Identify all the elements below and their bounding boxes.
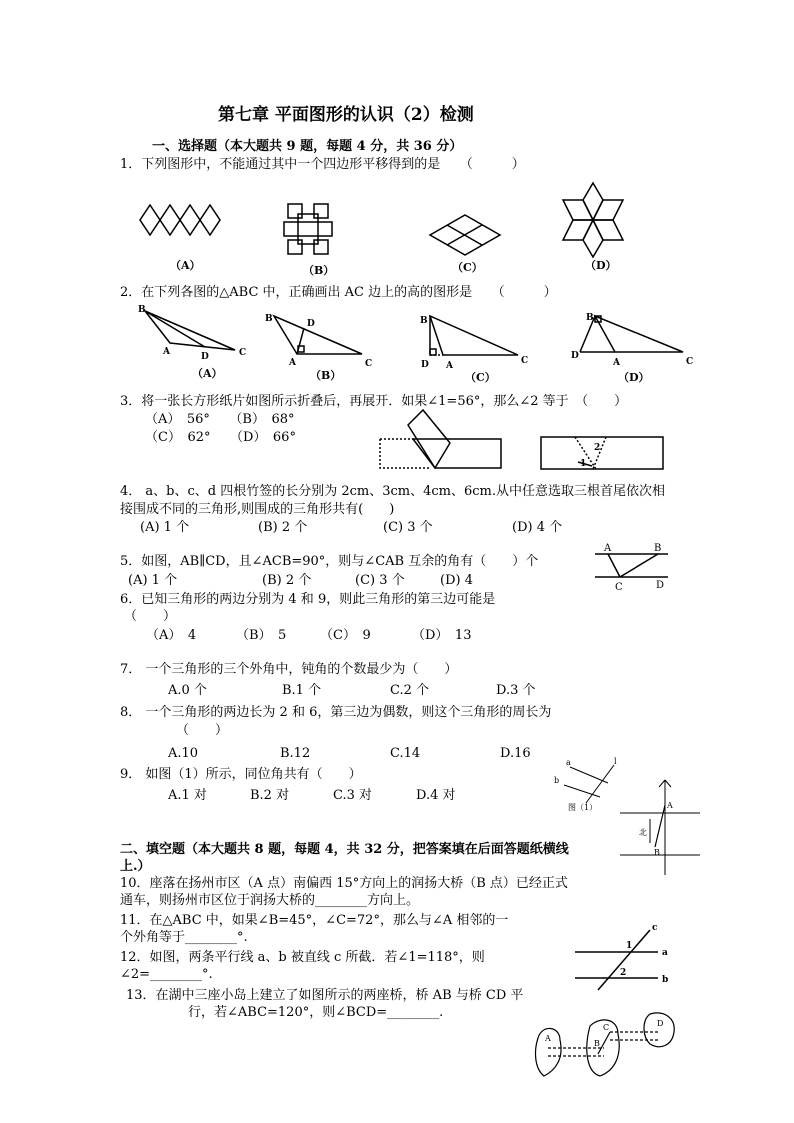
q1-label-b: （B）: [303, 264, 335, 277]
question-10-line-2: 通车，则扬州市区位于润扬大桥的________方向上。: [120, 893, 420, 908]
q6-option-d: （D） 13: [412, 628, 472, 643]
question-4-line-2: 接围成不同的三角形,则围成的三角形共有( ): [120, 502, 395, 517]
q3-unfolded-figure: [538, 434, 668, 474]
q5-option-d: (D) 4: [440, 573, 473, 588]
svg-text:b: b: [554, 776, 560, 785]
question-5: 5．如图，AB∥CD，且∠ACB=90°，则与∠CAB 互余的角有（ ）个: [120, 554, 539, 569]
svg-text:D: D: [571, 351, 579, 361]
svg-text:1: 1: [626, 941, 633, 951]
svg-text:A: A: [545, 1034, 551, 1043]
q8-option-d: D.16: [500, 746, 531, 761]
svg-text:B: B: [586, 313, 594, 323]
svg-text:A: A: [604, 543, 612, 554]
svg-text:A: A: [667, 801, 673, 810]
q5-option-c: (C) 3 个: [355, 573, 405, 588]
svg-text:A: A: [289, 358, 296, 368]
svg-text:A: A: [613, 358, 620, 368]
q9-option-c: C.3 对: [333, 788, 373, 803]
q2-label-c: （C）: [465, 371, 496, 384]
svg-text:图（1）: 图（1）: [568, 803, 598, 812]
q13-figure: [530, 1010, 690, 1090]
svg-text:C: C: [365, 359, 373, 369]
svg-text:A: A: [163, 347, 170, 357]
q5-option-a: (A) 1 个: [128, 573, 178, 588]
q8-option-a: A.10: [168, 746, 199, 761]
svg-text:C: C: [603, 1023, 610, 1032]
svg-text:c: c: [652, 923, 658, 933]
svg-text:D: D: [201, 352, 209, 362]
svg-text:a: a: [566, 758, 571, 767]
question-2: 2．在下列各图的△ABC 中，正确画出 AC 边上的高的图形是 （ ）: [120, 285, 557, 300]
svg-text:B: B: [654, 848, 660, 857]
svg-text:C: C: [686, 357, 694, 367]
q7-option-d: D.3 个: [496, 683, 536, 698]
svg-text:C: C: [521, 356, 529, 366]
question-10-line-1: 10．座落在扬州市区（A 点）南偏西 15°方向上的润扬大桥（B 点）已经正式: [120, 876, 568, 891]
q2-label-d: （D）: [618, 371, 650, 384]
q1-label-d: （D）: [585, 259, 617, 272]
svg-text:B: B: [138, 305, 146, 315]
svg-text:D: D: [656, 580, 665, 591]
question-11-line-1: 11．在△ABC 中，如果∠B=45°，∠C=72°，那么与∠A 相邻的一: [120, 913, 509, 928]
page-title: 第七章 平面图形的认识（2）检测: [218, 105, 474, 125]
section-1-heading: 一、选择题（本大题共 9 题，每题 4 分，共 36 分）: [152, 139, 463, 154]
q1-figure-a: [135, 195, 235, 255]
q1-label-c: （C）: [452, 261, 483, 274]
question-6-line-1: 6．已知三角形的两边分别为 4 和 9，则此三角形的第三边可能是: [120, 592, 496, 607]
svg-text:C: C: [615, 582, 623, 592]
svg-text:D: D: [421, 360, 429, 370]
q2-figure-c: [418, 311, 533, 373]
q7-option-a: A.0 个: [168, 683, 207, 698]
q4-option-a: (A) 1 个: [140, 520, 190, 535]
q9-option-d: D.4 对: [416, 788, 456, 803]
q3-options-row-1: （A） 56° （B） 68°: [145, 412, 295, 427]
q1-figure-d: [558, 180, 628, 260]
q1-label-a: （A）: [170, 259, 201, 272]
q1-figure-c: [425, 210, 505, 260]
q4-option-c: (C) 3 个: [383, 520, 433, 535]
svg-text:a: a: [662, 948, 668, 958]
svg-text:b: b: [662, 975, 669, 985]
q7-option-b: B.1 个: [282, 683, 322, 698]
q9-figure: [550, 755, 625, 815]
q7-option-c: C.2 个: [390, 683, 430, 698]
q2-label-a: （A）: [192, 367, 223, 380]
svg-text:1: 1: [580, 459, 587, 469]
q9-option-b: B.2 对: [250, 788, 290, 803]
question-12-line-1: 12．如图，两条平行线 a、b 被直线 c 所截．若∠1=118°，则: [120, 950, 485, 965]
question-3: 3．将一张长方形纸片如图所示折叠后，再展开．如果∠1=56°，那么∠2 等于 （ ）: [120, 394, 628, 409]
q1-figure-b: [280, 200, 340, 260]
q12-figure: [570, 922, 675, 992]
q6-option-b: （B） 5: [236, 628, 287, 643]
question-1: 1．下列图形中，不能通过其中一个四边形平移得到的是 （ ）: [120, 157, 525, 172]
q2-figure-b: [262, 311, 377, 371]
svg-text:A: A: [446, 361, 453, 371]
question-4-line-1: 4． a、b、c、d 四根竹签的长分别为 2cm、3cm、4cm、6cm.从中任意选取三根首尾依次相: [120, 484, 665, 499]
q5-option-b: (B) 2 个: [262, 573, 312, 588]
question-13-line-1: 13．在湖中三座小岛上建立了如图所示的两座桥，桥 AB 与桥 CD 平: [126, 988, 524, 1003]
q2-figure-a: [135, 303, 255, 365]
q5-figure: [592, 540, 672, 592]
q4-option-b: (B) 2 个: [258, 520, 308, 535]
q10-figure: [615, 775, 705, 885]
svg-text:D: D: [657, 1019, 664, 1028]
section-2-heading-line-1: 二、填空题（本大题共 8 题，每题 4，共 32 分，把答案填在后面答题纸横线: [120, 842, 569, 857]
svg-text:C: C: [239, 348, 247, 358]
q4-option-d: (D) 4 个: [512, 520, 563, 535]
question-8-line-2: （ ）: [176, 723, 229, 738]
q3-folded-figure: [375, 405, 510, 475]
svg-text:l: l: [614, 757, 617, 766]
q8-option-c: C.14: [390, 746, 421, 761]
question-6-line-2: （ ）: [124, 609, 177, 624]
question-13-line-2: 行，若∠ABC=120°，则∠BCD=________.: [188, 1005, 444, 1020]
question-7: 7． 一个三角形的三个外角中，钝角的个数最少为（ ）: [120, 662, 458, 677]
q9-option-a: A.1 对: [168, 788, 207, 803]
svg-text:B: B: [420, 316, 428, 326]
question-8-line-1: 8． 一个三角形的两边长为 2 和 6，第三边为偶数，则这个三角形的周长为: [120, 705, 552, 720]
svg-text:D: D: [307, 319, 315, 329]
svg-text:B: B: [654, 543, 662, 554]
svg-text:B: B: [265, 314, 273, 324]
svg-text:北: 北: [639, 828, 647, 837]
question-11-line-2: 个外角等于________°.: [120, 930, 248, 945]
q6-option-a: （A） 4: [146, 628, 197, 643]
q3-options-row-2: （C） 62° （D） 66°: [145, 430, 296, 445]
question-12-line-2: ∠2=________°.: [120, 967, 213, 982]
svg-text:2: 2: [594, 443, 601, 453]
svg-text:2: 2: [620, 968, 627, 978]
svg-text:B: B: [594, 1039, 600, 1048]
q2-label-b: （B）: [310, 369, 342, 382]
q8-option-b: B.12: [280, 746, 311, 761]
q6-option-c: （C） 9: [320, 628, 371, 643]
question-9: 9． 如图（1）所示，同位角共有（ ）: [120, 767, 362, 782]
q2-figure-d: [565, 310, 695, 372]
section-2-heading-line-2: 上.）: [120, 859, 151, 874]
